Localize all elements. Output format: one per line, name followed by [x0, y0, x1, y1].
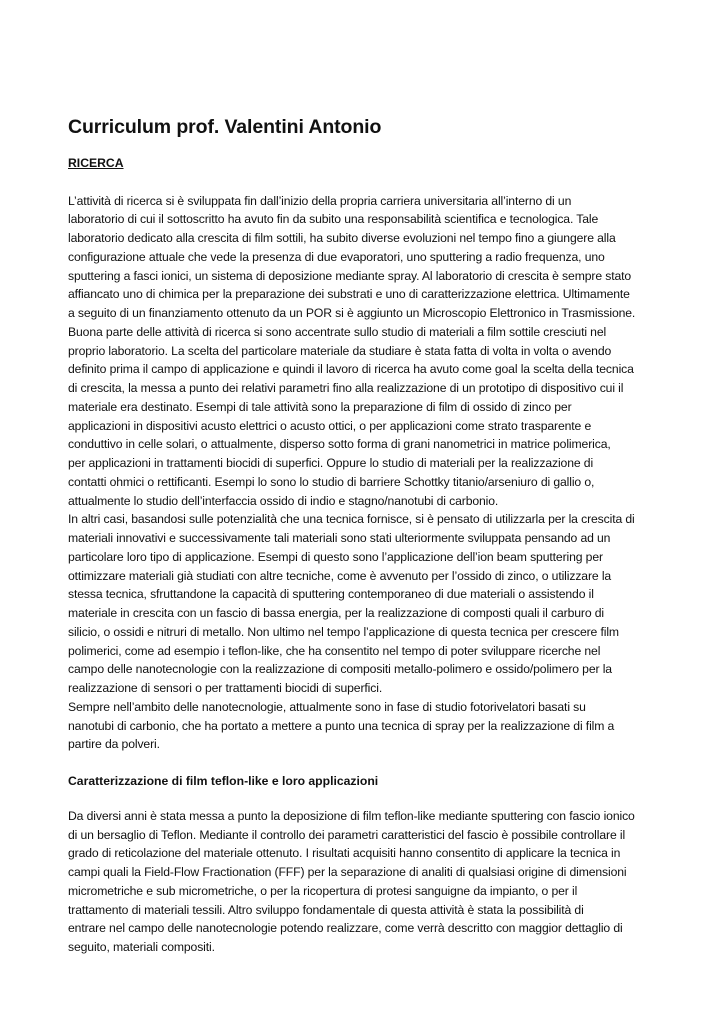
text-line: stessa tecnica, sfruttandone la capacità di sputtering contemporaneo di due materiali o assistendo il	[68, 587, 594, 602]
text-line: trattamento di materiali tessili. Altro sviluppo fondamentale di questa attività è stata la possibilità di	[68, 902, 584, 917]
text-line: di crescita, la messa a punto dei relativi parametri fino alla realizzazione di un prototipo di dispositivo cui il	[68, 381, 624, 396]
text-line: a seguito di un finanziamento ottenuto da un POR si è aggiunto un Microscopio Elettronico in Trasmissione.	[68, 306, 636, 321]
text-line: silicio, o ossidi e nitruri di metallo. Non ultimo nel tempo l’applicazione di questa tecnica per crescere film	[68, 624, 619, 639]
text-line: per applicazioni in trattamenti biocidi di superfici. Oppure lo studio di materiali per la realizzazione di	[68, 456, 594, 471]
text-line: polimerici, come ad esempio i teflon-like, che ha consentito nel tempo di poter sviluppare ricerche nel	[68, 643, 601, 658]
ricerca-paragraphs	[68, 192, 656, 755]
text-line: materiale era destinato. Esempi di tale attività sono la preparazione di film di ossido di zinco per	[68, 399, 572, 414]
text-line: partire da polveri.	[68, 737, 160, 752]
subheading-teflon: Caratterizzazione di film teflon-like e loro applicazioni	[68, 774, 379, 789]
text-line: definito prima il campo di applicazione e quindi il lavoro di ricerca ha avuto come goal la scelta della tecnica	[68, 362, 634, 377]
text-line: seguito, materiali compositi.	[68, 940, 215, 955]
text-line: Buona parte delle attività di ricerca si sono accentrate sullo studio di materiali a film sottile cresciuti nel	[68, 324, 607, 339]
text-line: Sempre nell’ambito delle nanotecnologie, attualmente sono in fase di studio fotorivelatori basati su	[68, 699, 586, 714]
text-line: L’attività di ricerca si è sviluppata fin dall’inizio della propria carriera universitaria all’interno di un	[68, 193, 572, 208]
document-page	[68, 112, 656, 957]
text-line: micrometriche e sub micrometriche, o per la ricopertura di protesi sanguigne da impianto, o per il	[68, 883, 578, 898]
text-line: affiancato uno di chimica per la preparazione dei substrati e uno di caratterizzazione elettrica. Ultimamente	[68, 287, 630, 302]
text-line: nanotubi di carbonio, che ha portato a mettere a punto una tecnica di spray per la realizzazione di film a	[68, 718, 615, 733]
text-line: attualmente lo studio dell’interfaccia ossido di indio e stagno/nanotubi di carbonio.	[68, 493, 499, 508]
teflon-paragraph	[68, 807, 656, 957]
text-line: sputtering a fasci ionici, un sistema di deposizione mediante spray. Al laboratorio di crescita è sempre stato	[68, 268, 632, 283]
text-line: di un bersaglio di Teflon. Mediante il controllo dei parametri caratteristici del fascio è possibile controllare il	[68, 827, 626, 842]
section-heading-ricerca: RICERCA	[68, 156, 124, 170]
text-line: realizzazione di sensori o per trattamenti biocidi di superfici.	[68, 681, 383, 696]
text-line: ottimizzare materiali già studiati con altre tecniche, come è avvenuto per l’ossido di zinco, o utilizzare la	[68, 568, 612, 583]
text-line: particolare loro tipo di applicazione. Esempi di questo sono l’applicazione dell’ion beam sputtering per	[68, 549, 603, 564]
text-line: materiali innovativi e successivamente tali materiali sono stati ulteriormente sviluppata pensando ad un	[68, 531, 611, 546]
text-line: contatti ohmici o rettificanti. Esempi lo sono lo studio di barriere Schottky titanio/arseniuro di gallio o,	[68, 474, 595, 489]
text-line: materiale in crescita con un fascio di bassa energia, per la realizzazione di composti quali il carburo di	[68, 606, 604, 621]
text-line: campo delle nanotecnologie con la realizzazione di compositi metallo-polimero e ossido/polimero per la	[68, 662, 612, 677]
text-line: configurazione attuale che vede la presenza di due evaporatori, uno sputtering a radio frequenza, uno	[68, 249, 605, 264]
text-line: proprio laboratorio. La scelta del particolare materiale da studiare è stata fatta di volta in volta o avendo	[68, 343, 612, 358]
text-line: Da diversi anni è stata messa a punto la deposizione di film teflon-like mediante sputtering con fascio ionico	[68, 808, 635, 823]
text-line: applicazioni in dispositivi acusto elettrici o acusto ottici, o per applicazioni come strato trasparente e	[68, 418, 592, 433]
text-line: laboratorio dedicato alla crescita di film sottili, ha subito diverse evoluzioni nel tempo fino a giungere alla	[68, 231, 616, 246]
text-line: conduttivo in celle solari, o attualmente, disperso sotto forma di grani nanometrici in matrice polimerica,	[68, 437, 611, 452]
text-line: grado di reticolazione del materiale ottenuto. I risultati acquisiti hanno consentito di applicare la tecnica in	[68, 846, 621, 861]
text-line: laboratorio di cui il sottoscritto ha avuto fin da subito una responsabilità scientifica e tecnologica. Tale	[68, 212, 599, 227]
text-line: campi quali la Field-Flow Fractionation (FFF) per la separazione di analiti di qualsiasi origine di dimensioni	[68, 865, 627, 880]
document-title: Curriculum prof. Valentini Antonio	[68, 116, 382, 138]
text-line: In altri casi, basandosi sulle potenzialità che una tecnica fornisce, si è pensato di utilizzarla per la crescita di	[68, 512, 635, 527]
text-line: entrare nel campo delle nanotecnologie potendo realizzare, come verrà descritto con maggior dettaglio di	[68, 921, 623, 936]
